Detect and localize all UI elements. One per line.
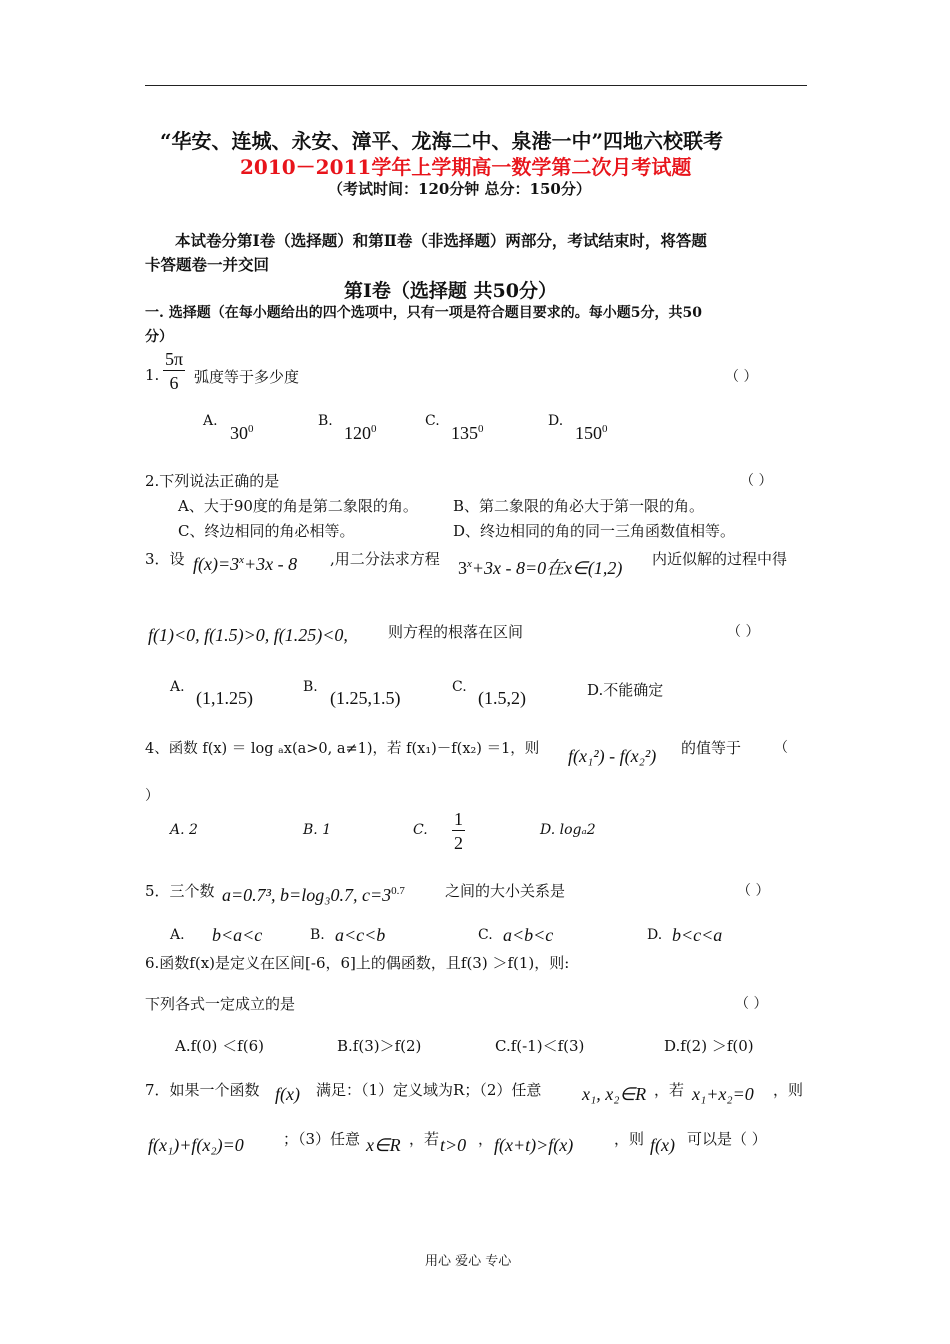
section1-title: 第Ⅰ卷（选择题 共50分） (344, 280, 557, 302)
q6-option-a: A.f(0) ＜f(6) (175, 1037, 264, 1055)
q6-option-d: D.f(2) ＞f(0) (664, 1037, 754, 1055)
q1-answer-paren: （ ） (725, 369, 758, 385)
q1-opt-d-num: 150 (575, 423, 602, 443)
q6-stem-line2: 下列各式一定成立的是 (145, 995, 296, 1013)
section1-instructions-cont: 分） (145, 329, 173, 345)
q3-opt-c-value: (1.5,2) (478, 688, 526, 708)
q5-opt-b-value: a<c<b (335, 925, 386, 945)
q4-expression: f(x₁²) - f(x₂²) (568, 746, 657, 766)
q5-opt-c-value: a<b<c (503, 925, 554, 945)
title-line1: “华安、连城、永安、漳平、龙海二中、泉港一中”四地六校联考 (160, 129, 724, 153)
q5-opt-b-label: B. (310, 927, 325, 943)
q5-expr-exp: 0.7 (391, 885, 405, 897)
q3-opt-b-value: (1.25,1.5) (330, 688, 401, 708)
q5-expr-body: a=0.7³, b=log₃0.7, c=3 (222, 885, 392, 905)
q4-option-d: D. logₐ2 (540, 822, 596, 838)
q1-opt-b-value (344, 423, 377, 444)
q7-fx-2: f(x) (650, 1135, 675, 1155)
q7-line2-f: 可以是（ ） (687, 1130, 767, 1148)
q4-paren-open: （ (774, 740, 788, 756)
q3-cond-tail: 则方程的根落在区间 (388, 623, 524, 641)
q4-option-a: A. 2 (170, 822, 198, 838)
q3-opt-a-value: (1,1.25) (196, 688, 253, 708)
q4-stem: 4、函数 f(x) ＝ log ₐx(a>0, a≠1)，若 f(x₁)－f(x₂) ＝1，则 (145, 741, 540, 757)
q6-answer-paren: （ ） (735, 996, 768, 1012)
q4-option-c-label: C. (413, 822, 428, 838)
q1-opt-b-label: B. (318, 413, 333, 429)
q7-part2: ，若 (654, 1081, 685, 1099)
q7-line2-c: ，若 (409, 1130, 440, 1148)
q2-option-c: C、终边相同的角必相等。 (178, 522, 355, 540)
q3-opt-a-label: A. (170, 679, 185, 695)
q1-opt-d-value (575, 423, 608, 444)
q7-x-in-r: x∈R (366, 1135, 401, 1155)
q7-part3: ，则 (773, 1081, 804, 1099)
q1-opt-d-sup: 0 (602, 423, 608, 435)
q5-number: 5．三个数 (145, 882, 215, 900)
q3-number: 3．设 (145, 550, 185, 568)
title-line2: 2010－2011学年上学期高一数学第二次月考试题 (240, 155, 692, 179)
q7-line2-d: ， (478, 1130, 494, 1148)
q5-opt-d-label: D. (647, 927, 663, 943)
q3-function (193, 554, 297, 575)
q1-fraction-den: 6 (169, 373, 179, 393)
q4-tail: 的值等于 (681, 739, 742, 757)
q2-answer-paren: （ ） (740, 473, 773, 489)
q5-opt-a-value: b<a<c (212, 925, 263, 945)
q3-func-base: f(x)=3 (193, 554, 240, 574)
q1-opt-a-value (230, 423, 254, 444)
q4-option-b: B. 1 (303, 822, 332, 838)
q7-t-positive: t>0 (440, 1135, 467, 1155)
q4-option-c-fraction (452, 808, 465, 855)
q2-stem: 2.下列说法正确的是 (145, 472, 280, 490)
q7-line2-e: ，则 (614, 1130, 645, 1148)
q6-option-c: C.f(-1)＜f(3) (495, 1037, 585, 1055)
q4-frac-num: 1 (454, 809, 463, 829)
q5-opt-d-value: b<c<a (672, 925, 723, 945)
q7-number: 7．如果一个函数 (145, 1081, 260, 1099)
page-footer: 用心 爱心 专心 (425, 1254, 512, 1269)
q3-opt-b-label: B. (303, 679, 318, 695)
q1-stem: 弧度等于多少度 (194, 368, 300, 386)
q3-tail: 内近似解的过程中得 (652, 550, 788, 568)
q7-sum: x₁+x₂=0 (692, 1084, 754, 1104)
q4-frac-den: 2 (454, 833, 463, 853)
q3-eq-exp: x (467, 558, 472, 570)
q5-opt-c-label: C. (478, 927, 493, 943)
q5-opt-a-label: A. (170, 927, 185, 943)
q1-opt-c-label: C. (425, 413, 440, 429)
intro-line1: 本试卷分第Ⅰ卷（选择题）和第Ⅱ卷（非选择题）两部分，考试结束时，将答题 (175, 231, 707, 250)
q1-fraction-num: 5π (165, 349, 184, 369)
q5-tail: 之间的大小关系是 (445, 882, 566, 900)
q3-mid-text: ,用二分法求方程 (330, 550, 440, 568)
q7-x1-x2: x₁, x₂∈R (582, 1084, 647, 1104)
q3-func-rest: +3x - 8 (244, 554, 298, 574)
q5-answer-paren: （ ） (737, 883, 770, 899)
q1-opt-a-num: 30 (230, 423, 248, 443)
q1-opt-d-label: D. (548, 413, 564, 429)
q6-stem: 6.函数f(x)是定义在区间[-6，6]上的偶函数，且f(3) ＞f(1)，则: (145, 954, 570, 972)
q2-option-d: D、终边相同的角的同一三角函数值相等。 (453, 522, 736, 540)
q7-increasing: f(x+t)>f(x) (494, 1135, 574, 1155)
q2-option-b: B、第二象限的角必大于第一限的角。 (453, 497, 705, 515)
q7-fx: f(x) (275, 1084, 300, 1104)
q3-opt-c-label: C. (452, 679, 467, 695)
q3-opt-d: D.不能确定 (587, 681, 664, 699)
section1-instructions: 一. 选择题（在每小题给出的四个选项中，只有一项是符合题目要求的。每小题5分，共50 (145, 305, 702, 321)
q3-eq-base: 3 (458, 558, 467, 578)
q1-opt-b-num: 120 (344, 423, 371, 443)
q7-part1: 满足：（1）定义域为R；（2）任意 (316, 1081, 542, 1099)
intro-line2: 卡答题卷一并交回 (145, 255, 270, 274)
q3-answer-paren: （ ） (727, 624, 760, 640)
q3-eq-rest: +3x - 8=0在x∈(1,2) (471, 558, 623, 578)
q7-line2-b: ；（3）任意 (283, 1130, 361, 1148)
q3-equation (458, 554, 622, 580)
q1-fraction (163, 348, 185, 395)
q1-opt-c-sup: 0 (478, 423, 484, 435)
q2-option-a: A、大于90度的角是第二象限的角。 (178, 497, 418, 515)
q1-opt-c-num: 135 (451, 423, 478, 443)
q5-expression (222, 885, 405, 906)
q1-number: 1. (145, 366, 160, 384)
exam-info: （考试时间：120分钟 总分：150分） (328, 180, 591, 198)
q1-opt-a-sup: 0 (248, 423, 254, 435)
q1-opt-c-value (451, 423, 484, 444)
q1-opt-a-label: A. (203, 413, 218, 429)
top-rule (145, 85, 807, 86)
q6-option-b: B.f(3)＞f(2) (337, 1037, 422, 1055)
q3-conditions: f(1)<0, f(1.5)>0, f(1.25)<0, (148, 625, 348, 645)
q4-paren-close: ） (145, 788, 159, 804)
q1-opt-b-sup: 0 (371, 423, 377, 435)
q3-func-exp: x (239, 554, 245, 566)
q7-odd-condition: f(x₁)+f(x₂)=0 (148, 1135, 244, 1155)
